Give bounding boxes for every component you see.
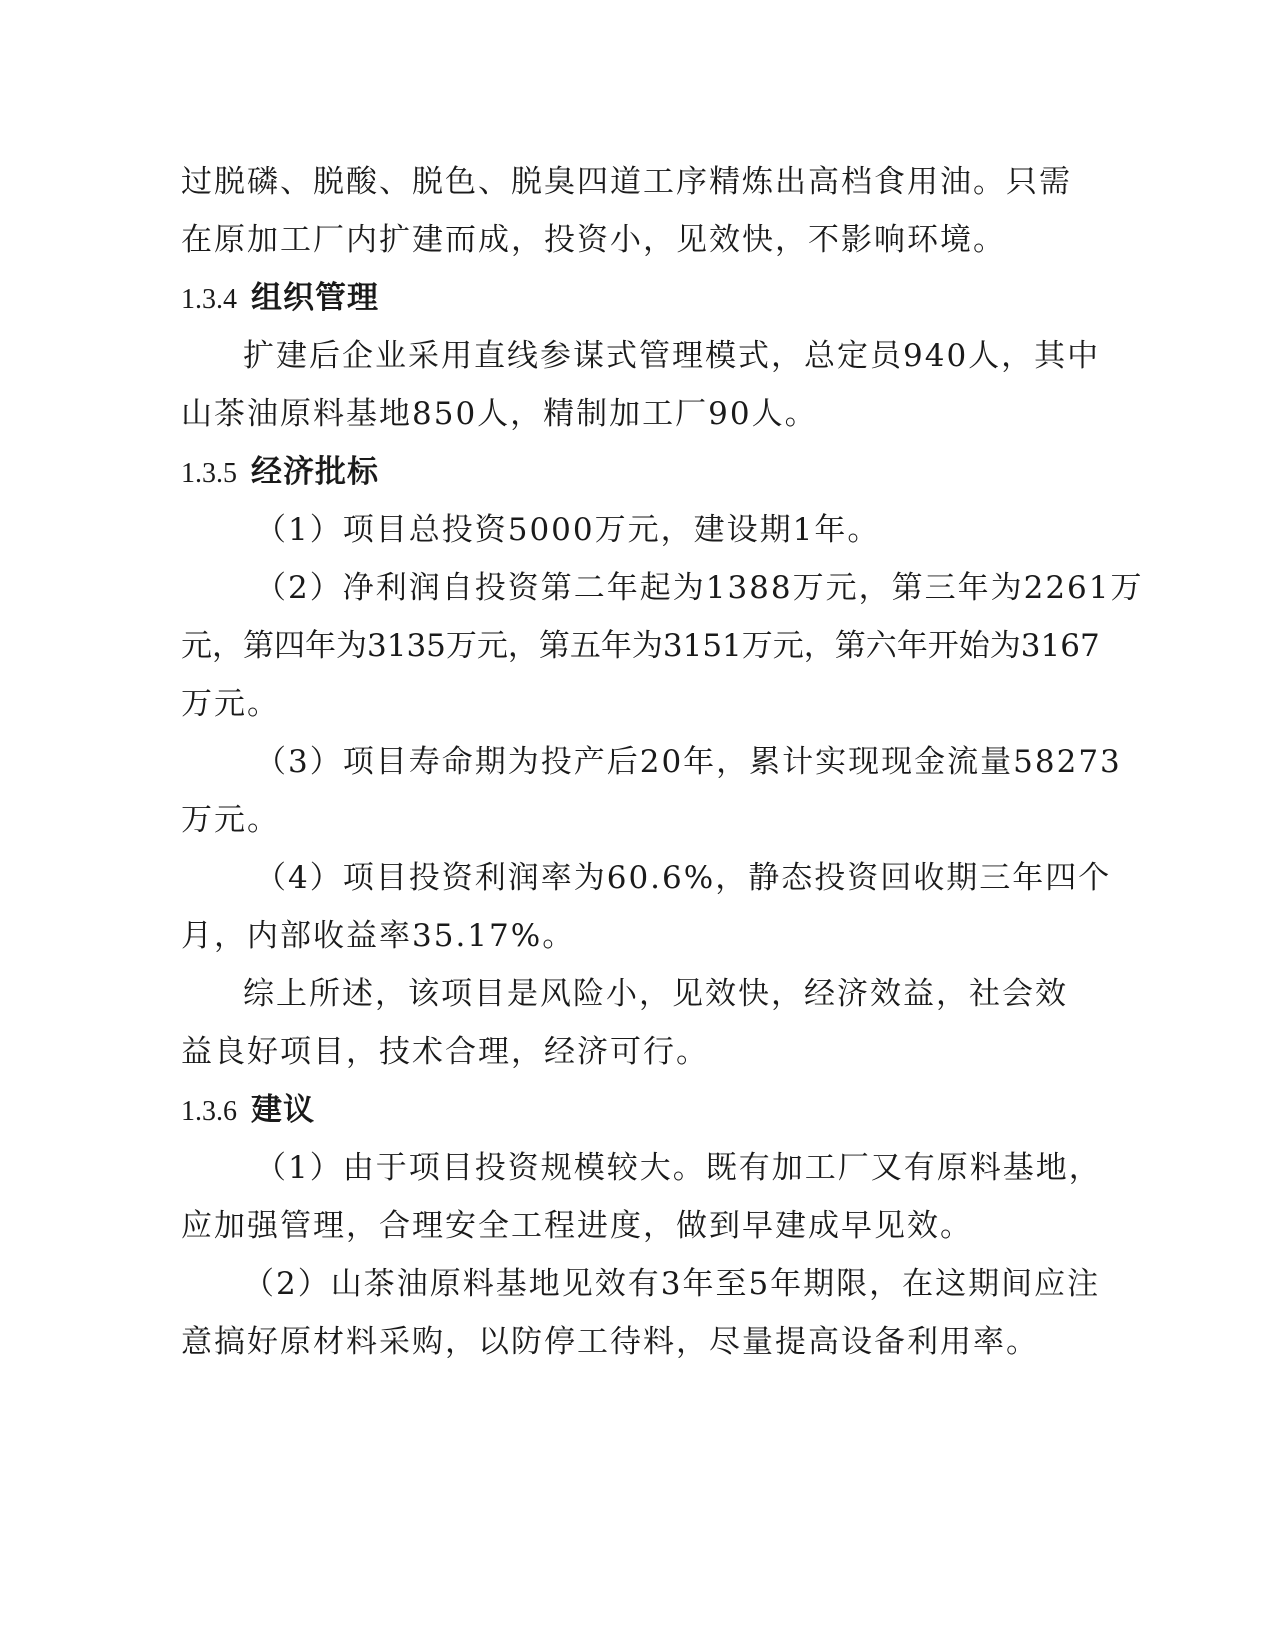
section-title: 经济批标 — [251, 454, 379, 490]
paragraph-line: 意搞好原材料采购，以防停工待料，尽量提高设备利用率。 — [181, 1324, 1039, 1360]
section-number: 1.3.6 — [181, 1096, 237, 1127]
paragraph-line: 益良好项目，技术合理，经济可行。 — [181, 1034, 709, 1070]
section-heading-1-3-5 — [181, 452, 1041, 494]
section-heading-1-3-6 — [181, 1090, 1041, 1132]
paragraph-line: 万元。 — [181, 802, 280, 838]
paragraph-line: 万元。 — [181, 686, 280, 722]
paragraph-line: 山茶油原料基地850人，精制加工厂90人。 — [181, 396, 818, 432]
paragraph-line: 过脱磷、脱酸、脱色、脱臭四道工序精炼出高档食用油。只需 — [181, 164, 1072, 200]
paragraph-line: 在原加工厂内扩建而成，投资小，见效快，不影响环境。 — [181, 222, 1006, 258]
paragraph-line: 应加强管理，合理安全工程进度，做到早建成早见效。 — [181, 1208, 973, 1244]
section-number: 1.3.5 — [181, 458, 237, 489]
section-number: 1.3.4 — [181, 284, 237, 315]
list-item-line: （1）项目总投资5000万元，建设期1年。 — [255, 512, 881, 548]
list-item-line: （2）净利润自投资第二年起为1388万元，第三年为2261万 — [255, 570, 1144, 606]
paragraph-line: 月，内部收益率35.17%。 — [181, 918, 576, 954]
list-item-line: （3）项目寿命期为投产后20年，累计实现现金流量58273 — [255, 744, 1122, 780]
paragraph-line: 扩建后企业采用直线参谋式管理模式，总定员940人，其中 — [243, 338, 1101, 374]
list-item-line: （1）由于项目投资规模较大。既有加工厂又有原料基地， — [255, 1150, 1102, 1186]
list-item-line: （4）项目投资利润率为60.6%，静态投资回收期三年四个 — [255, 860, 1112, 896]
list-item-line: （2）山茶油原料基地见效有3年至5年期限，在这期间应注 — [243, 1266, 1101, 1302]
section-title: 建议 — [251, 1092, 315, 1128]
paragraph-line: 综上所述，该项目是风险小，见效快，经济效益，社会效 — [243, 976, 1068, 1012]
paragraph-line: 元，第四年为3135万元，第五年为3151万元，第六年开始为3167 — [181, 628, 1100, 664]
section-heading-1-3-4 — [181, 278, 1041, 320]
section-title: 组织管理 — [251, 280, 379, 316]
